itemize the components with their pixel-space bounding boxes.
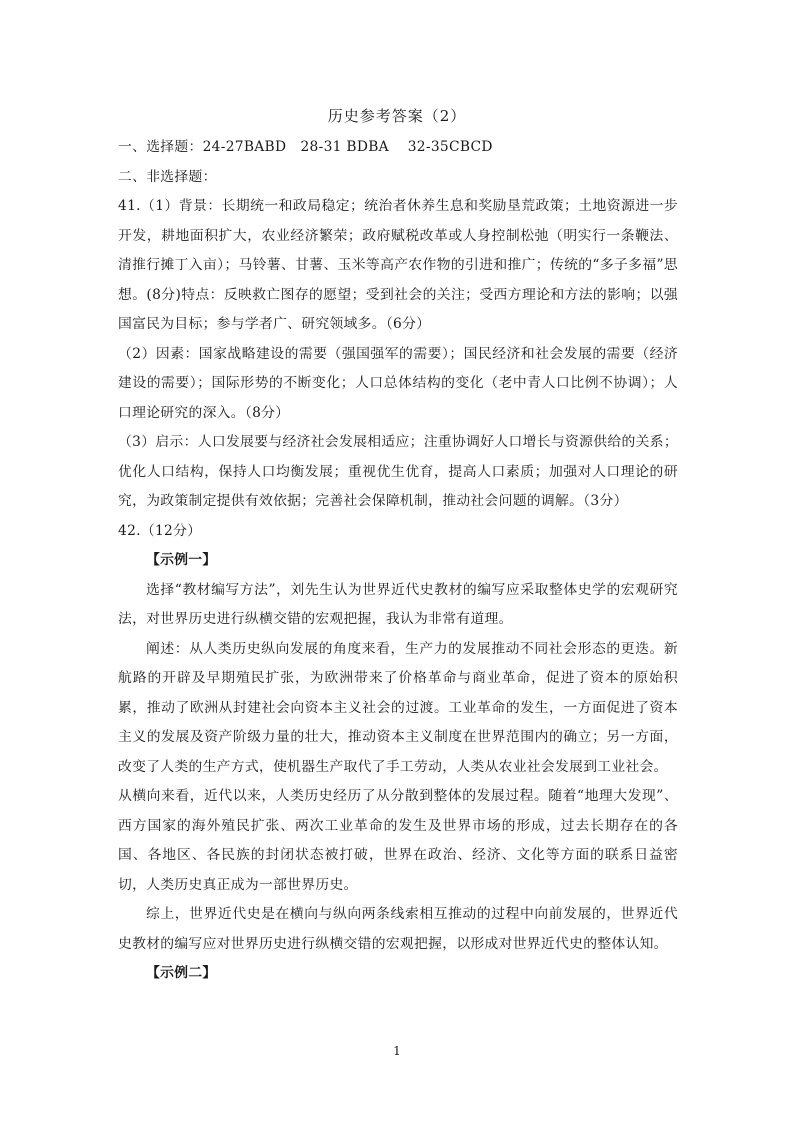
q41-part3: （3）启示：人口发展要与经济社会发展相适应；注重协调好人口增长与资源供给的关系；优化人口结构，保持人口均衡发展；重视优生优育，提高人口素质；加强对人口理论的研究，为政策制定提供有效依据；完善社会保障机制，推动社会问题的调解。（3分） (118, 434, 678, 509)
q42-choice-paragraph: 选择“教材编写方法”，刘先生认为世界近代史教材的编写应采取整体史学的宏观研究法，对世界历史进行纵横交错的宏观把握，我认为非常有道理。 (118, 581, 678, 627)
q41-part2: （2）因素：国家战略建设的需要（强国强军的需要）；国民经济和社会发展的需要（经济建设的需要）；国际形势的不断变化；人口总体结构的变化（老中青人口比例不协调）；人口理论研究的深入。（8分） (118, 345, 678, 421)
answer-body (118, 133, 678, 989)
page-title: 历史参考答案（2） (327, 107, 467, 125)
q41-part1: 41.（1）背景：长期统一和政局稳定；统治者休养生息和奖励垦荒政策；土地资源进一步开发，耕地面积扩大，农业经济繁荣；政府赋税改革或人身控制松弛（明实行一条鞭法、清推行摊丁入亩）；马铃薯、甘薯、玉米等高产农作物的引进和推广；传统的“多子多福”思想。(8分)特点：反映救亡图存的愿望；受到社会的关注；受西方理论和方法的影响；以强国富民为目标；参与学者广、研究领域多。（6分） (118, 198, 678, 332)
page-number: 1 (393, 1044, 401, 1058)
q42-vertical-paragraph: 阐述：从人类历史纵向发展的角度来看，生产力的发展推动不同社会形态的更迭。新航路的开辟及早期殖民扩张，为欧洲带来了价格革命与商业革命，促进了资本的原始积累，推动了欧洲从封建社会向资本主义社会的过渡。工业革命的发生，一方面促进了资本主义的发展及资产阶级力量的壮大，推动资本主义制度在世界范围内的确立；另一方面，改变了人类的生产方式，使机器生产取代了手工劳动，人类从农业社会发展到工业社会。 (118, 640, 678, 775)
q42-summary-paragraph: 综上，世界近代史是在横向与纵向两条线索相互推动的过程中向前发展的，世界近代史教材的编写应对世界历史进行纵横交错的宏观把握，以形成对世界近代史的整体认知。 (118, 906, 678, 952)
example2-label: 【示例二】 (146, 965, 217, 981)
section-heading: 二、非选择题： (118, 168, 217, 185)
example1-label: 【示例一】 (146, 552, 217, 568)
q42-horizontal-paragraph: 从横向来看，近代以来，人类历史经历了从分散到整体的发展过程。随着“地理大发现”、西方国家的海外殖民扩张、两次工业革命的发生及世界市场的形成，过去长期存在的各国、各地区、各民族的封闭状态被打破，世界在政治、经济、文化等方面的联系日益密切，人类历史真正成为一部世界历史。 (118, 788, 678, 893)
q42-heading: 42.（12分） (118, 522, 202, 539)
multiple-choice-answers: 一、选择题：24-27BABD 28-31 BDBA 32-35CBCD (118, 139, 493, 155)
